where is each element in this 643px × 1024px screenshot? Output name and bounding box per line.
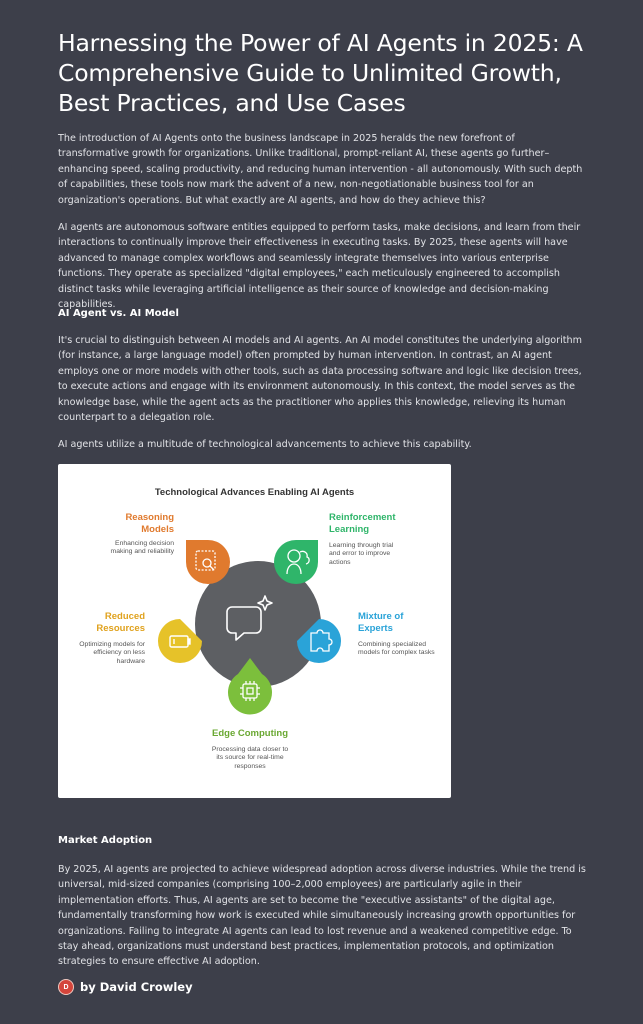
reinforcement-learning-node: [274, 540, 318, 584]
author-byline[interactable]: [58, 979, 193, 995]
author-avatar: D: [58, 979, 74, 995]
definition-paragraph: AI agents are autonomous software entities equipped to perform tasks, make decisions, and learn from their interactions to continually improve their effectiveness in executing tasks. By 2025, these agents will have advanced to manage complex workflows and seamlessly integrate themselves into various enterprise functions. They operate as specialized "digital employees," each meticulously engineered to accomplish distinct tasks while leveraging artificial intelligence as their source of knowledge and decision-making capabilities.: [58, 222, 581, 311]
reduced-resources-label: Reduced Resources: [96, 611, 145, 634]
reinforcement-learning-desc: Learning through trial and error to improve actions: [329, 542, 394, 566]
intro-paragraph: The introduction of AI Agents onto the business landscape in 2025 heralds the new forefront of transformative growth for organizations. Unlike traditional, prompt-reliant AI, these agents go further–enhancing speed, scaling productivity, and reducing human intervention - all autonomously. With such depth of capabilities, these tools now mark the advent of a new, non-negotiationable business tool for an organization's operations. But what exactly are AI agents, and how do they achieve this?: [58, 133, 583, 206]
mixture-of-experts-desc: Combining specialized models for complex tasks: [358, 641, 435, 657]
reinforcement-learning-label: Reinforcement Learning: [329, 512, 396, 535]
author-name: by David Crowley: [80, 980, 193, 994]
reasoning-models-desc: Enhancing decision making and reliability: [110, 540, 174, 556]
article-title: Harnessing the Power of AI Agents in 2025: A Comprehensive Guide to Unlimited Growth, Best Practices, and Use Cases: [58, 29, 583, 117]
section-heading-market-adoption: Market Adoption: [58, 835, 153, 846]
advancements-lead-paragraph: AI agents utilize a multitude of technological advancements to achieve this capability.: [58, 439, 472, 450]
edge-computing-label: Edge Computing: [212, 728, 288, 739]
agent-vs-model-paragraph: It's crucial to distinguish between AI models and AI agents. An AI model constitutes the underlying algorithm (for instance, a large language model) often prompted by human intervention. In contrast, an AI agent employs one or more models with other tools, such as data processing software and logic like decision trees, to execute actions and engage with its environment autonomously. In this context, the model serves as the knowledge base, while the agent acts as the practitioner who applies this knowledge, relieving its human counterpart to a delegation role.: [58, 335, 582, 424]
technology-infographic: [58, 464, 451, 798]
section-heading-agent-vs-model: AI Agent vs. AI Model: [58, 308, 179, 319]
edge-computing-desc: Processing data closer to its source for real-time responses: [211, 746, 289, 770]
mixture-of-experts-label: Mixture of Experts: [358, 611, 404, 634]
reasoning-models-node: [186, 540, 230, 584]
reduced-resources-desc: Optimizing models for efficiency on less hardware: [79, 641, 145, 665]
infographic-title: Technological Advances Enabling AI Agents: [154, 487, 355, 498]
market-adoption-paragraph: By 2025, AI agents are projected to achieve widespread adoption across diverse industries. While the trend is universal, mid-sized companies (comprising 100–2,000 employees) are particularly agile in their implementation efforts. Thus, AI agents are set to become the "executive assistants" of the digital age, fundamentally transforming how work is executed while simultaneously increasing growth opportunities for organizations. Failing to integrate AI agents can lead to lost revenue and a weakened competitive edge. To stay ahead, organizations must understand best practices, implementation protocols, and optimization strategies to ensure effective AI adoption.: [58, 864, 586, 968]
reasoning-models-label: Reasoning Models: [125, 512, 174, 535]
